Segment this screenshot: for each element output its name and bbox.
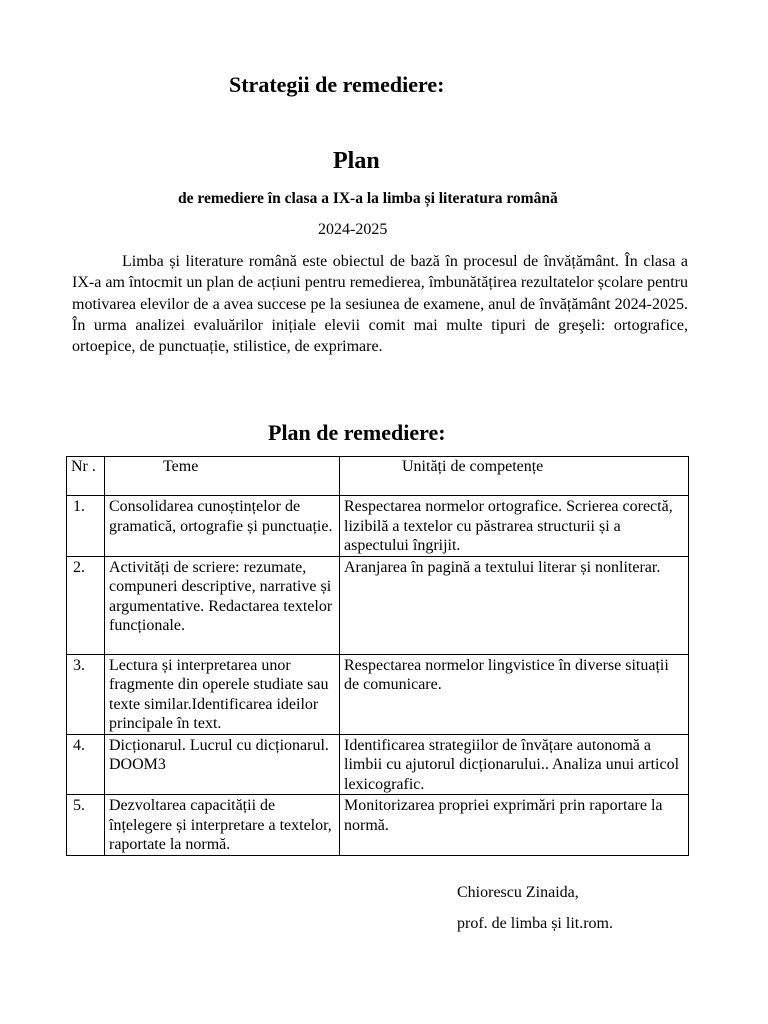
signature-name: Chiorescu Zinaida, [457,884,579,901]
row-tema: Dezvoltarea capacității de înțelegere și interpretare a textelor, raportate la normă. [105,795,340,856]
table-row [67,795,689,856]
signature-title: prof. de limba și lit.rom. [457,915,613,932]
school-year: 2024-2025 [318,221,388,238]
row-competente: Aranjarea în pagină a textului literar și nonliterar. [340,556,689,654]
column-header-nr: Nr . [67,457,105,496]
row-number: 2. [67,556,105,654]
table-row [67,496,689,557]
row-number: 5. [67,795,105,856]
row-tema: Activități de scriere: rezumate, compuneri descriptive, narrative și argumentative. Redactarea textelor funcționale. [105,556,340,654]
row-tema: Lectura și interpretarea unor fragmente din operele studiate sau texte similar.Identificarea ideilor principale în text. [105,654,340,734]
row-competente: Respectarea normelor ortografice. Scrierea corectă, lizibilă a textelor cu păstrarea structurii și a aspectului îngrijit. [340,496,689,557]
row-tema: Consolidarea cunoștințelor de gramatică, ortografie și punctuație. [105,496,340,557]
column-header-competente: Unități de competențe [340,457,689,496]
row-number: 3. [67,654,105,734]
remediation-plan-table [66,456,689,856]
table-row [67,556,689,654]
table-row [67,734,689,795]
document-heading: Strategii de remediere: [229,72,445,97]
intro-paragraph: Limba și literature română este obiectul de bază în procesul de învățământ. În clasa a IX-a am întocmit un plan de acțiuni pentru remedierea, îmbunătățirea rezultatelor școlare pentru motivarea elevilor de a avea succese pe la sesiunea de examene, anul de învățământ 2024-2025. În urma analizei evaluărilor inițiale elevii comit mai multe tipuri de greşeli: ortografice, ortoepice, de punctuație, stilistice, de exprimare. [72,253,688,356]
row-number: 4. [67,734,105,795]
column-header-teme: Teme [105,457,340,496]
table-title: Plan de remediere: [268,420,446,445]
row-tema: Dicționarul. Lucrul cu dicționarul. DOOM3 [105,734,340,795]
row-competente: Identificarea strategiilor de învățare autonomă a limbii cu ajutorul dicționarului.. Analiza unui articol lexicografic. [340,734,689,795]
row-number: 1. [67,496,105,557]
plan-title: Plan [333,148,380,174]
table-header-row [67,457,689,496]
row-competente: Monitorizarea propriei exprimări prin raportare la normă. [340,795,689,856]
table-row [67,654,689,734]
row-competente: Respectarea normelor lingvistice în diverse situații de comunicare. [340,654,689,734]
plan-subtitle: de remediere în clasa a IX-a la limba și literatura română [178,190,558,207]
